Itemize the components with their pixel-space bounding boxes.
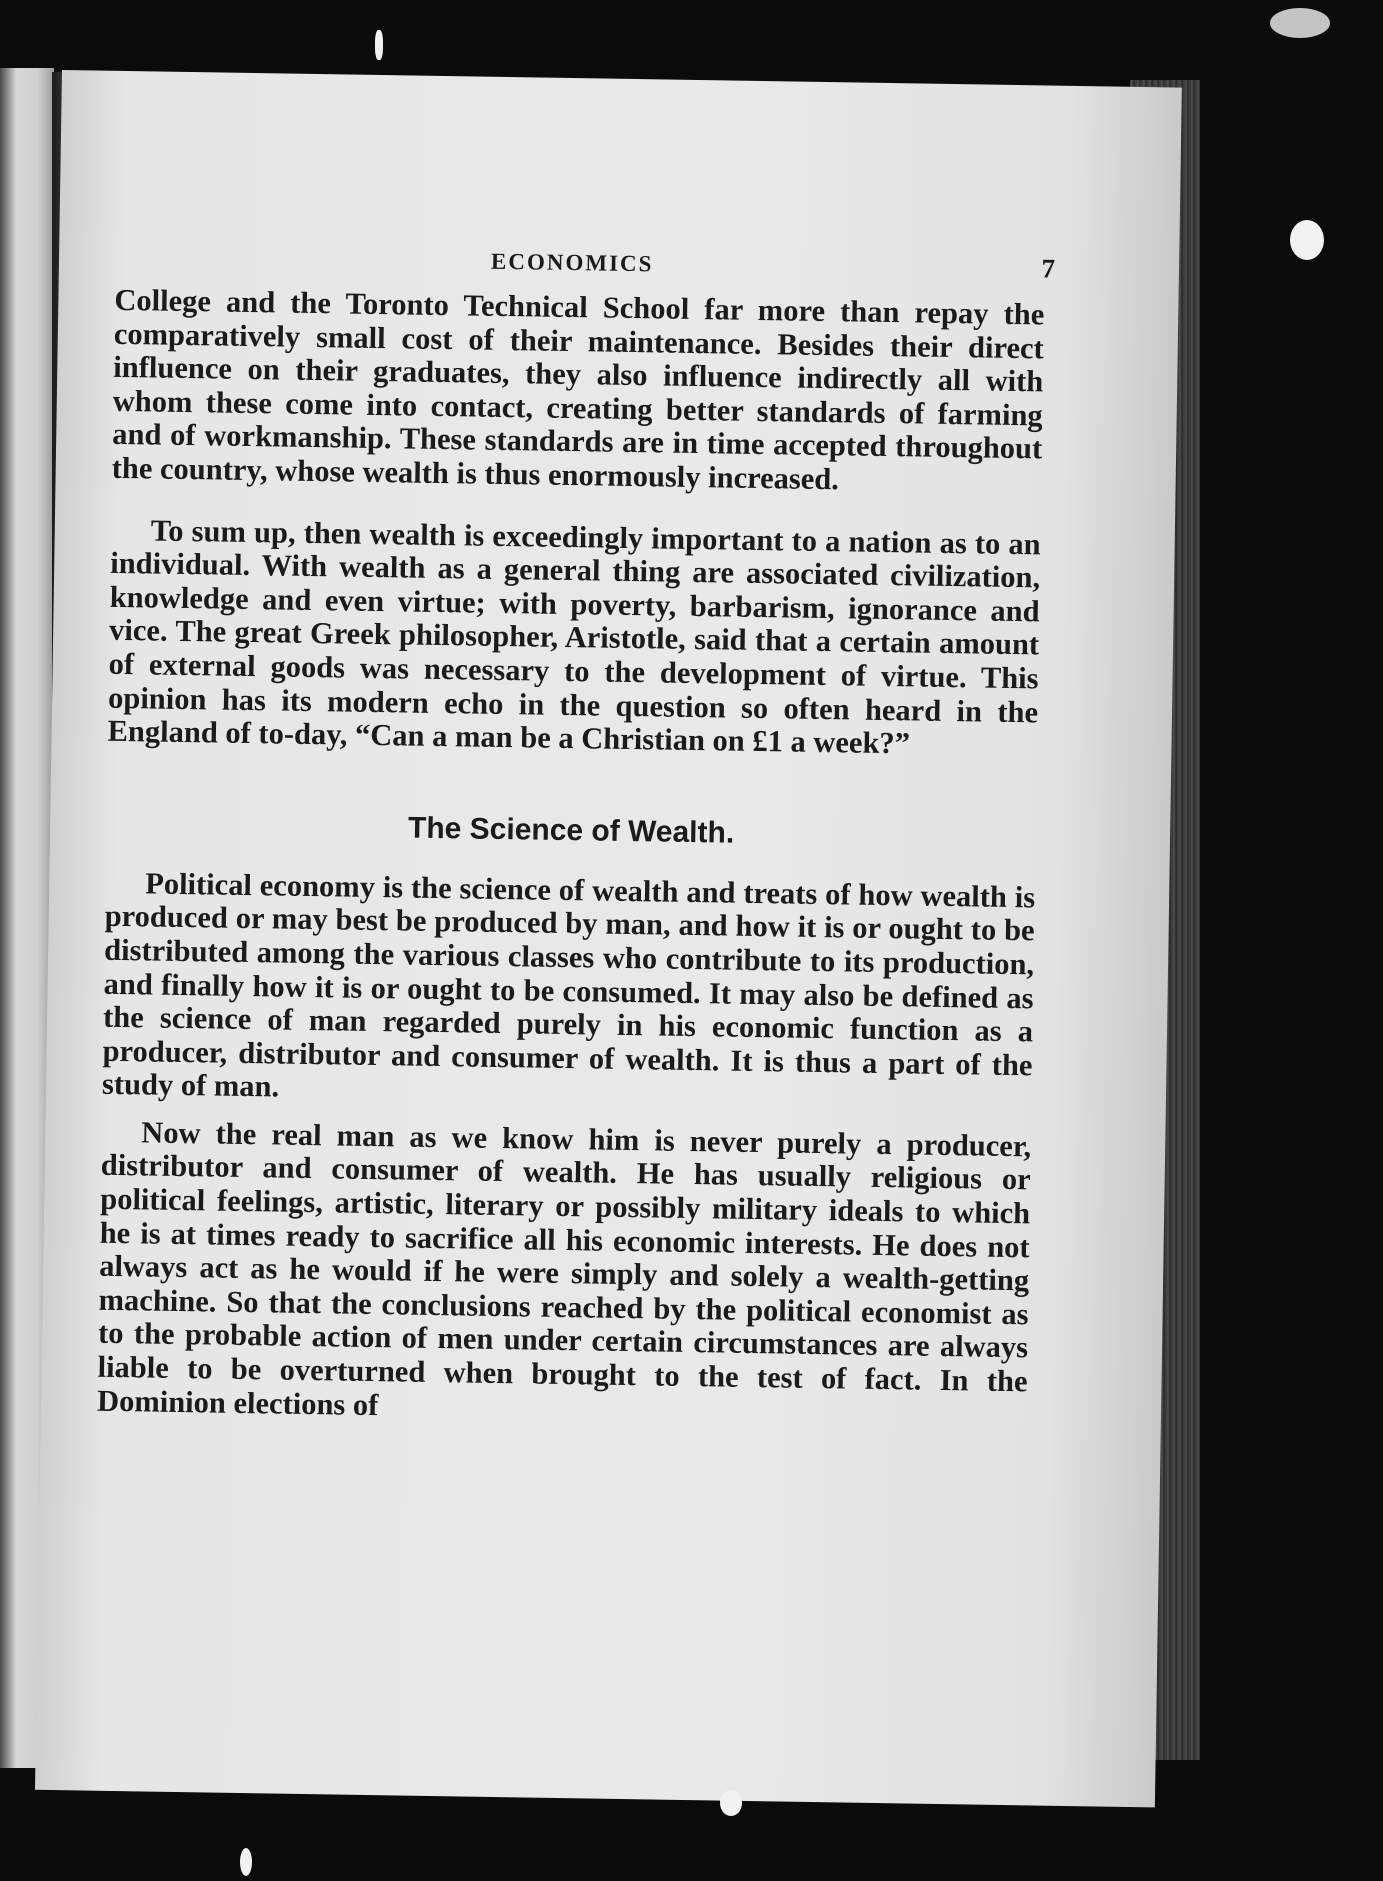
paragraph-1: College and the Toronto Technical School far more than repay the comparatively small cost of their maintenance. Besides their direct influence on their graduates, they also influence indirectly all with whom these come into contact, creating better standards of farming and of workmanship. These standards are in time accepted throughout the country, whose wealth is thus enormously increased. xyxy=(111,282,1045,497)
section-heading: The Science of Wealth. xyxy=(407,811,735,850)
paragraph-3: Political economy is the science of wealth and treats of how wealth is produced or may best be produced by man, and how it is or ought to be distributed among the various classes who contribute to its production, and finally how it is or ought to be consumed. It may also be defined as the science of man regarded purely in his economic function as a producer, distributor and consumer of wealth. It is thus a part of the study of man. xyxy=(101,866,1036,1104)
running-head: ECONOMICS xyxy=(490,248,654,277)
scan-speck xyxy=(240,1848,252,1876)
scan-speck xyxy=(1270,8,1330,38)
scan-speck xyxy=(720,1790,742,1816)
page-content xyxy=(96,221,1056,1433)
scan-speck xyxy=(1290,220,1324,260)
page-number: 7 xyxy=(1041,253,1056,284)
scan-speck xyxy=(375,30,383,60)
paragraph-4: Now the real man as we know him is never purely a producer, distributor and consumer of wealth. He has usually religious or political feelings, artistic, literary or possibly military ideals to which he is at times ready to sacrifice all his economic interests. He does not always act as he would if he were simply and solely a wealth-getting machine. So that the conclusions reached by the political economist as to the probable action of men under certain circumstances are always liable to be overturned when brought to the test of fact. In the Dominion elections of xyxy=(96,1115,1032,1422)
paragraph-2: To sum up, then wealth is exceedingly important to a nation as to an individual. With wealth as a general thing are associated civilization, knowledge and even virtue; with poverty, barbarism, ignorance and vice. The great Greek philosopher, Aristotle, said that a certain amount of external goods was necessary to the development of virtue. This opinion has its modern echo in the question so often heard in the England of to-day, “Can a man be a Christian on £1 a week?” xyxy=(107,513,1041,761)
book-page xyxy=(35,70,1182,1807)
page-header xyxy=(115,221,1056,285)
